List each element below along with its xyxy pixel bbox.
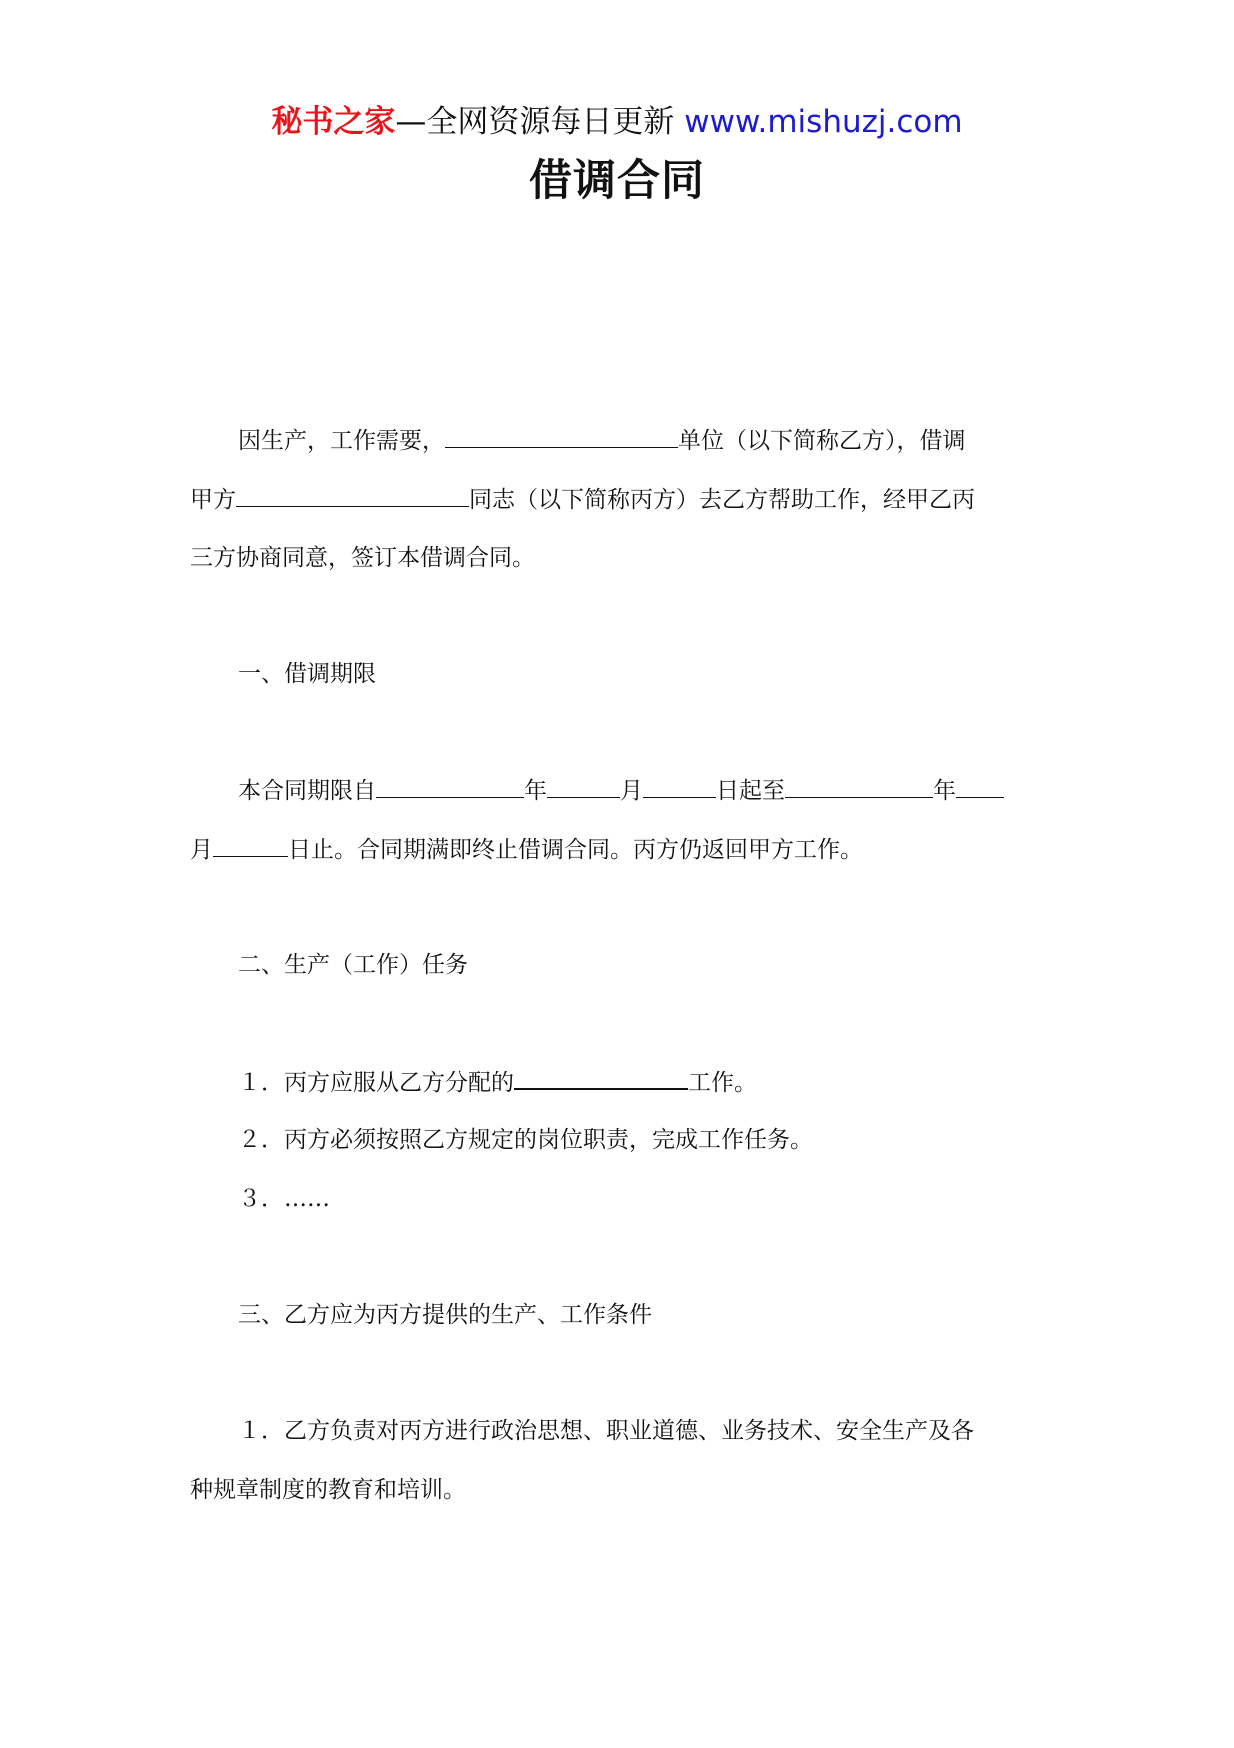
term-text: 日止。合同期满即终止借调合同。丙方仍返回甲方工作。 xyxy=(288,837,863,863)
header-slogan: —全网资源每日更新 xyxy=(395,104,685,140)
intro-text: 甲方 xyxy=(190,487,236,513)
brand-name: 秘书之家 xyxy=(271,104,396,140)
intro-line-1 xyxy=(238,423,966,458)
task-item-2: ２．丙方必须按照乙方规定的岗位职责，完成工作任务。 xyxy=(238,1127,813,1153)
intro-text: 单位（以下简称乙方），借调 xyxy=(678,428,966,454)
end-month-blank[interactable] xyxy=(956,773,1004,798)
section-2-heading: 二、生产（工作）任务 xyxy=(238,952,468,978)
term-text: 日起至 xyxy=(716,778,785,804)
start-day-blank[interactable] xyxy=(643,773,716,798)
intro-line-3: 三方协商同意，签订本借调合同。 xyxy=(190,545,535,571)
intro-text: 同志（以下简称丙方）去乙方帮助工作，经甲乙丙 xyxy=(469,487,975,513)
term-text: 年 xyxy=(933,778,956,804)
unit-name-blank[interactable] xyxy=(445,423,678,448)
term-text: 月 xyxy=(620,778,643,804)
term-text: 月 xyxy=(190,837,213,863)
condition-item-1-line-1: １．乙方负责对丙方进行政治思想、职业道德、业务技术、安全生产及各 xyxy=(238,1418,974,1444)
site-header xyxy=(0,100,1234,144)
term-line-2 xyxy=(190,832,863,867)
end-day-blank[interactable] xyxy=(213,832,288,857)
section-3-heading: 三、乙方应为丙方提供的生产、工作条件 xyxy=(238,1302,652,1328)
start-year-blank[interactable] xyxy=(376,773,524,798)
task-item-1 xyxy=(238,1064,757,1100)
site-url-link[interactable]: www.mishuzj.com xyxy=(684,104,963,140)
term-line-1 xyxy=(238,773,1004,808)
task-text: 工作。 xyxy=(688,1070,757,1096)
start-month-blank[interactable] xyxy=(547,773,620,798)
section-1-heading: 一、借调期限 xyxy=(238,661,376,687)
task-item-3: ３．…… xyxy=(238,1186,330,1212)
intro-text: 因生产，工作需要， xyxy=(238,428,445,454)
task-text: １．丙方应服从乙方分配的 xyxy=(238,1070,514,1096)
person-name-blank[interactable] xyxy=(236,482,469,507)
assigned-work-blank[interactable] xyxy=(514,1064,688,1090)
condition-item-1-line-2: 种规章制度的教育和培训。 xyxy=(190,1477,466,1503)
end-year-blank[interactable] xyxy=(785,773,933,798)
term-text: 年 xyxy=(524,778,547,804)
document-title: 借调合同 xyxy=(529,156,705,206)
intro-line-2 xyxy=(190,482,975,517)
term-text: 本合同期限自 xyxy=(238,778,376,804)
